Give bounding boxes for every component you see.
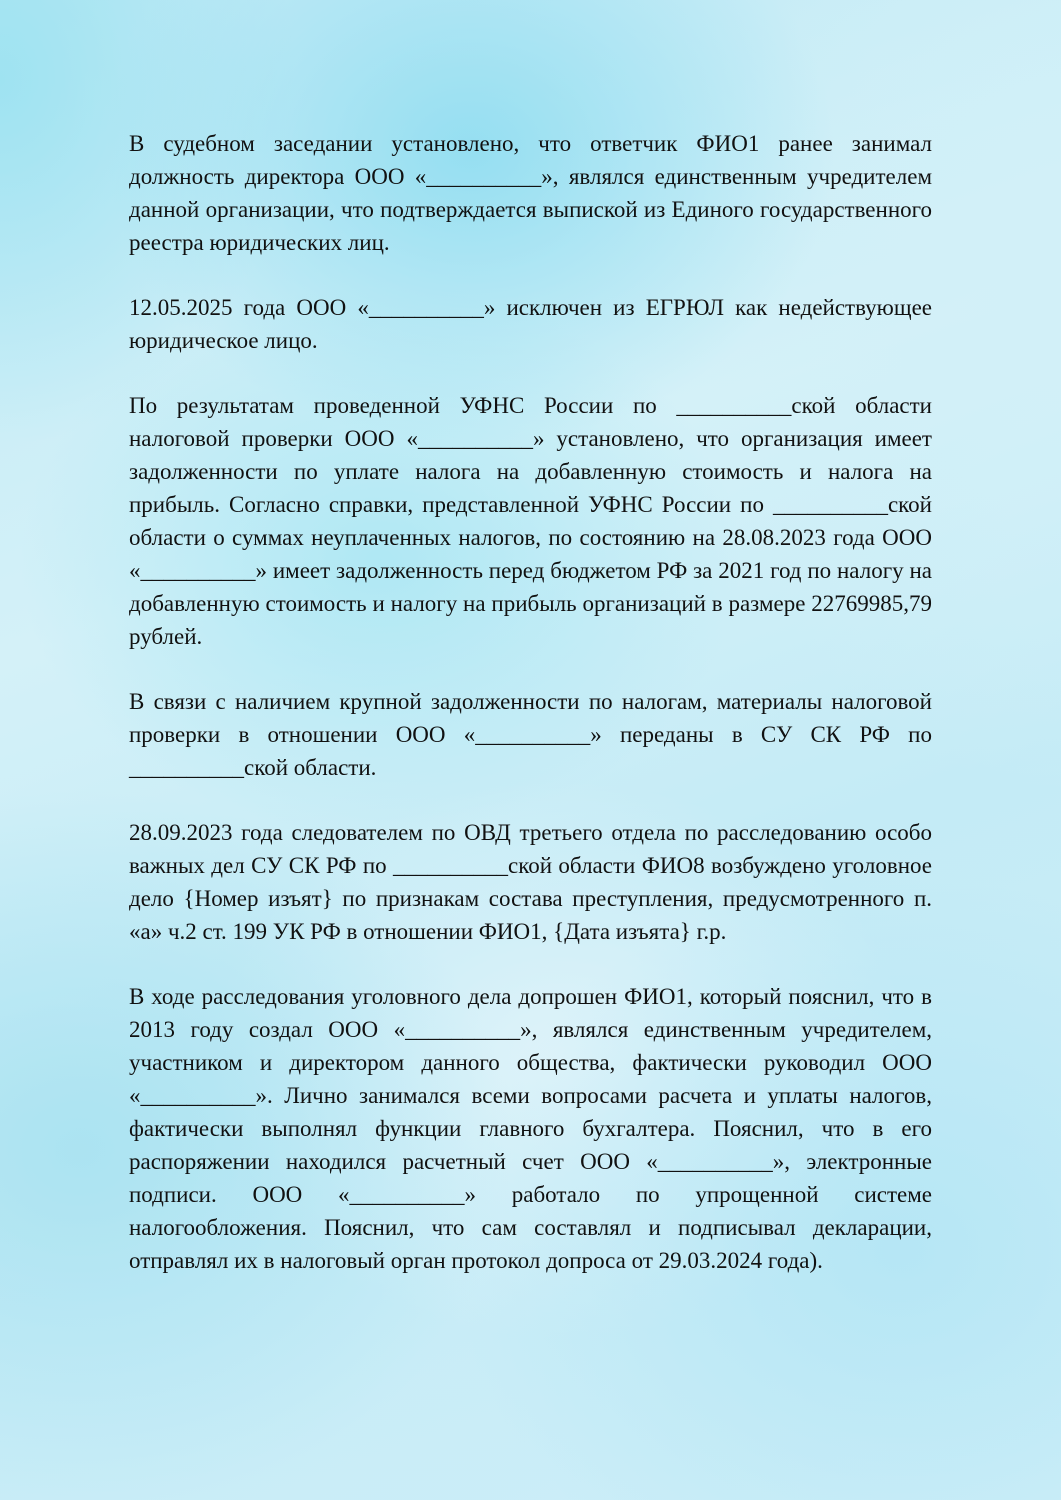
paragraph-3: По результатам проведенной УФНС России по __________ской области налоговой проверки ООО «__________» установлено, что организация имеет задолженности по уплате налога на добавленную стоимость и налога на прибыль. Согласно справки, представленной УФНС России по __________ской области о суммах неуплаченных налогов, по состоянию на 28.08.2023 года ООО «__________» имеет задолженность перед бюджетом РФ за 2021 год по налогу на добавленную стоимость и налогу на прибыль организаций в размере 22769985,79 рублей. [129,393,932,649]
document-page [129,127,932,1309]
paragraph-5: 28.09.2023 года следователем по ОВД третьего отдела по расследованию особо важных дел СУ СК РФ по __________ской области ФИО8 возбуждено уголовное дело {Номер изъят} по признакам состава преступления, предусмотренного п. «а» ч.2 ст. 199 УК РФ в отношении ФИО1, {Дата изъята} г.р. [129,820,932,944]
paragraph-4: В связи с наличием крупной задолженности по налогам, материалы налоговой проверки в отношении ООО «__________» переданы в СУ СК РФ по __________ской области. [129,689,932,780]
paragraph-1: В судебном заседании установлено, что ответчик ФИО1 ранее занимал должность директора ООО «__________», являлся единственным учредителем данной организации, что подтверждается выпиской из Единого государственного реестра юридических лиц. [129,131,932,255]
paragraph-6: В ходе расследования уголовного дела допрошен ФИО1, который пояснил, что в 2013 году создал ООО «__________», являлся единственным учредителем, участником и директором данного общества, фактически руководил ООО «__________». Лично занимался всеми вопросами расчета и уплаты налогов, фактически выполнял функции главного бухгалтера. Пояснил, что в его распоряжении находился расчетный счет ООО «__________», электронные подписи. ООО «__________» работало по упрощенной системе налогообложения. Пояснил, что сам составлял и подписывал декларации, отправлял их в налоговый орган протокол допроса от 29.03.2024 года). [129,984,932,1273]
paragraph-2: 12.05.2025 года ООО «__________» исключен из ЕГРЮЛ как недействующее юридическое лицо. [129,295,932,353]
